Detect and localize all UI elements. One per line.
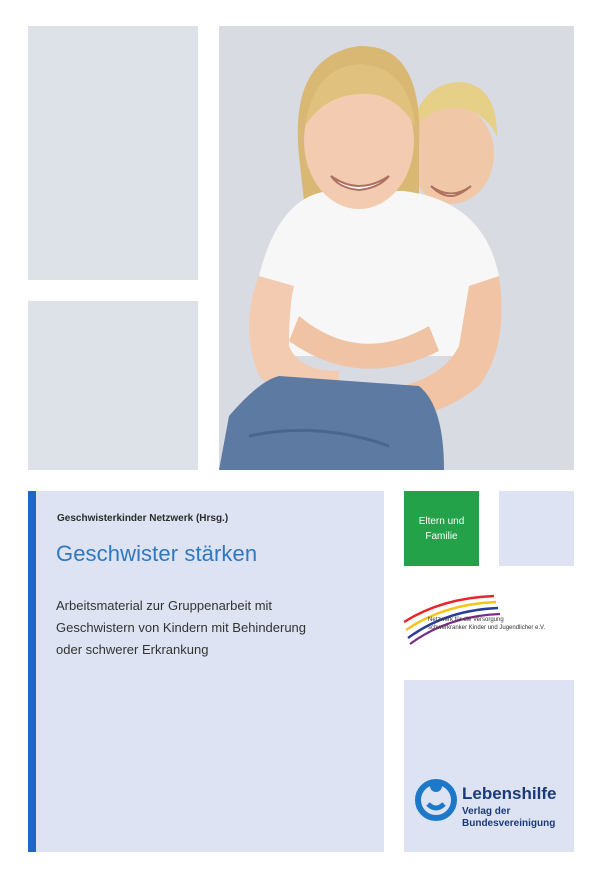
lebenshilfe-logo-icon: [414, 778, 458, 822]
lebenshilfe-sub-line: Bundesvereinigung: [462, 818, 556, 829]
book-subtitle: [56, 595, 366, 661]
series-badge-line: Familie: [425, 530, 458, 542]
top-left-panel: [28, 26, 198, 280]
title-panel: [28, 491, 384, 852]
subtitle-line: oder schwerer Erkrankung: [56, 642, 209, 657]
book-title: Geschwister stärken: [56, 541, 258, 566]
subtitle-line: Arbeitsmaterial zur Gruppenarbeit mit: [56, 598, 273, 613]
netzwerk-line: schwerkranker Kinder und Jugendlicher e.V.: [428, 625, 546, 631]
lebenshilfe-name: Lebenshilfe: [462, 784, 557, 803]
lebenshilfe-sub-line: Verlag der: [462, 806, 511, 817]
lebenshilfe-subtitle: [462, 806, 555, 830]
publisher-logo-panel: [404, 680, 574, 852]
series-badge: [404, 491, 479, 566]
series-badge-line: Eltern und: [418, 515, 465, 527]
netzwerk-line: Netzwerk für die Versorgung: [428, 617, 504, 623]
cover-photo: [219, 26, 574, 470]
netzwerk-logo: [402, 592, 592, 652]
subtitle-line: Geschwistern von Kindern mit Behinderung: [56, 620, 307, 635]
middle-left-panel: [28, 301, 198, 470]
publisher-label: Geschwisterkinder Netzwerk (Hrsg.): [57, 513, 229, 524]
accent-bar: [28, 491, 36, 852]
small-panel: [499, 491, 574, 566]
